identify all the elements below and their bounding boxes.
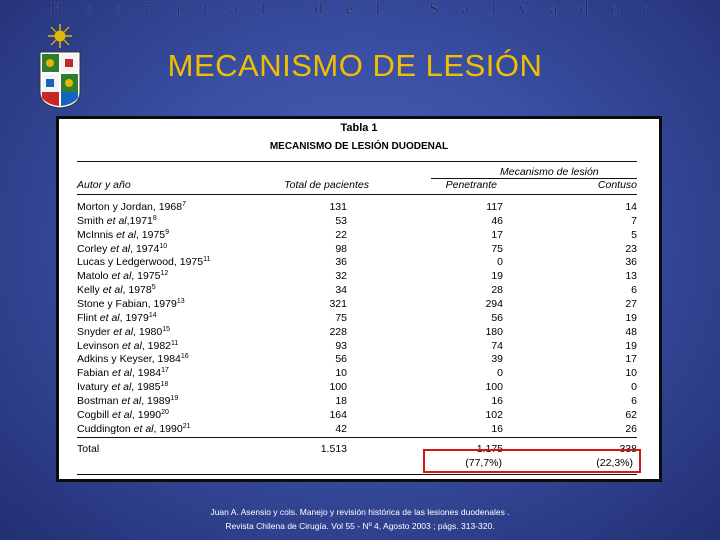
contuso-count: 10 <box>625 367 637 380</box>
total-patients: 34 <box>335 284 347 297</box>
contuso-count: 62 <box>625 408 637 421</box>
header-rule <box>77 194 637 195</box>
penetrante-count: 100 <box>485 381 503 394</box>
table-row <box>77 284 637 298</box>
author-text: , 1989 <box>141 394 171 407</box>
citation-line-1: Juan A. Asensio y cols. Manejo y revisión histórica de las lesiones duodenales . <box>210 507 510 517</box>
contuso-count: 48 <box>625 325 637 338</box>
contuso-count: 5 <box>631 228 637 241</box>
author-year <box>77 298 185 310</box>
author-text: , 1975 <box>131 270 161 283</box>
total-penetrante: 1.175 <box>476 443 503 455</box>
contuso-count: 19 <box>625 339 637 352</box>
reference-number: 9 <box>165 228 170 236</box>
author-year <box>77 256 210 268</box>
author-text: et al <box>106 214 127 227</box>
author-year <box>77 409 169 421</box>
total-patients: 10 <box>335 367 347 380</box>
author-text: Corley <box>77 242 111 255</box>
penetrante-count: 16 <box>491 394 503 407</box>
author-text: Cogbill <box>77 408 113 421</box>
table-row <box>77 340 637 354</box>
penetrante-count: 56 <box>491 311 503 324</box>
reference-number: 10 <box>159 242 168 250</box>
contuso-count: 6 <box>631 394 637 407</box>
total-patients: 98 <box>335 242 347 255</box>
col-header-total: Total de pacientes <box>284 179 369 191</box>
author-text: , 1982 <box>141 339 172 352</box>
author-text: Cuddington <box>77 422 134 435</box>
percent-contuso: (22,3%) <box>596 457 633 469</box>
table-row <box>77 201 637 215</box>
author-text: et al <box>110 242 131 255</box>
author-text: , 1990 <box>131 408 162 421</box>
penetrante-count: 16 <box>491 422 503 435</box>
author-year <box>77 395 178 407</box>
table-row <box>77 353 637 367</box>
table-row <box>77 229 637 243</box>
group-header-mechanism: Mecanismo de lesión <box>500 166 599 178</box>
reference-number: 8 <box>152 214 157 222</box>
author-text: Ivatury <box>77 381 112 394</box>
author-text: McInnis <box>77 228 117 241</box>
percent-penetrante: (77,7%) <box>465 457 502 469</box>
author-text: , 1980 <box>133 325 163 338</box>
author-text: Kelly <box>77 284 103 297</box>
penetrante-count: 75 <box>491 242 503 255</box>
author-year <box>77 215 157 227</box>
author-text: , 1985 <box>131 381 161 394</box>
slide-title: MECANISMO DE LESIÓN <box>167 48 543 83</box>
penetrante-count: 19 <box>491 270 503 283</box>
table-row <box>77 256 637 270</box>
penetrante-count: 28 <box>491 284 503 297</box>
author-text: , 1979 <box>119 311 149 324</box>
author-year <box>77 201 186 213</box>
author-text: et al <box>102 284 123 297</box>
reference-number: 11 <box>203 256 211 264</box>
total-patients: 321 <box>329 297 347 310</box>
author-year <box>77 367 169 379</box>
bottom-rule <box>77 474 637 475</box>
top-rule <box>77 161 637 162</box>
hospital-header: Hospital del Salvador <box>50 0 670 18</box>
contuso-count: 14 <box>625 201 637 213</box>
table-row <box>77 395 637 409</box>
contuso-count: 27 <box>625 297 637 310</box>
sun-emblem <box>48 24 72 48</box>
col-header-contuso: Contuso <box>597 179 637 191</box>
contuso-count: 13 <box>625 270 637 283</box>
author-text: , 1978 <box>122 284 152 297</box>
contuso-count: 7 <box>631 214 637 227</box>
total-patients: 18 <box>335 394 347 407</box>
contuso-count: 0 <box>631 381 637 394</box>
table-caption: MECANISMO DE LESIÓN DUODENAL <box>269 141 449 152</box>
author-text: Stone y Fabian, 1979 <box>77 297 177 310</box>
total-patients: 100 <box>329 381 347 394</box>
penetrante-count: 180 <box>485 325 503 338</box>
citation-line-2: Revista Chilena de Cirugía. Vol 55 - Nº 4, Agosto 2003 ; págs. 313-320. <box>225 521 495 531</box>
contuso-count: 36 <box>625 256 637 269</box>
total-patients: 32 <box>335 270 347 283</box>
author-text: et al <box>121 394 142 407</box>
total-patients: 53 <box>335 214 347 227</box>
author-text: Bostman <box>77 394 122 407</box>
table-row <box>77 423 637 437</box>
contuso-count: 17 <box>625 353 637 366</box>
author-year <box>77 326 170 338</box>
total-patients: 93 <box>335 339 347 352</box>
author-text: Adkins y Keyser, 1984 <box>77 353 181 366</box>
reference-number: 16 <box>180 353 189 361</box>
total-label: Total <box>77 443 100 455</box>
table-row <box>77 215 637 229</box>
author-year <box>77 270 168 282</box>
reference-number: 12 <box>160 270 169 278</box>
contuso-count: 6 <box>631 284 637 297</box>
total-patients: 131 <box>329 201 347 213</box>
author-text: Flint <box>77 311 100 324</box>
author-text: et al <box>111 381 132 394</box>
reference-number: 18 <box>160 381 169 389</box>
reference-number: 19 <box>170 394 179 402</box>
author-text: Fabian <box>77 367 113 380</box>
author-text: et al <box>133 422 154 435</box>
total-patients: 164 <box>329 408 347 421</box>
reference-number: 20 <box>161 408 169 416</box>
author-text: et al <box>112 367 132 380</box>
author-text: et al <box>99 311 120 324</box>
author-text: , 1975 <box>135 228 166 241</box>
author-year <box>77 243 167 255</box>
author-text: Lucas y Ledgerwood, 1975 <box>77 256 204 269</box>
reference-number: 11 <box>171 339 179 347</box>
author-text: Smith <box>77 214 107 227</box>
author-text: et al <box>121 339 142 352</box>
table-row <box>77 270 637 284</box>
author-text: et al <box>111 270 132 283</box>
col-header-penetrante: Penetrante <box>445 179 497 191</box>
table-figure <box>56 116 662 482</box>
university-crest-logo <box>34 22 86 110</box>
table-row <box>77 409 637 423</box>
penetrante-count: 294 <box>485 297 503 310</box>
author-year <box>77 353 189 365</box>
reference-number: 7 <box>182 201 186 208</box>
reference-number: 15 <box>162 325 171 333</box>
penetrante-count: 74 <box>491 339 503 352</box>
reference-number: 5 <box>151 284 156 292</box>
total-patients: 1.513 <box>320 443 347 455</box>
author-text: , 1990 <box>153 422 183 435</box>
table-row <box>77 326 637 340</box>
penetrante-count: 46 <box>491 214 503 227</box>
penetrante-count: 102 <box>485 408 503 421</box>
reference-number: 14 <box>148 311 157 319</box>
penetrante-count: 39 <box>491 353 503 366</box>
table-row <box>77 381 637 395</box>
highlight-box <box>423 449 641 473</box>
reference-number: 21 <box>182 422 191 430</box>
total-rule <box>77 437 637 438</box>
total-patients: 228 <box>329 325 347 338</box>
table-row <box>77 312 637 326</box>
author-text: Matolo <box>77 270 112 283</box>
table-number: Tabla 1 <box>340 122 378 134</box>
total-patients: 22 <box>335 228 347 241</box>
penetrante-count: 17 <box>491 228 503 241</box>
author-year <box>77 284 156 296</box>
total-patients: 56 <box>335 353 347 366</box>
author-text: Morton y Jordan, 1968 <box>77 201 183 213</box>
author-year <box>77 229 169 241</box>
penetrante-count: 0 <box>497 367 503 380</box>
penetrante-count: 0 <box>497 256 503 269</box>
total-contuso: 338 <box>619 443 637 455</box>
contuso-count: 26 <box>625 422 637 435</box>
author-text: , 1974 <box>130 242 160 255</box>
contuso-count: 19 <box>625 311 637 324</box>
total-patients: 36 <box>335 256 347 269</box>
col-header-author: Autor y año <box>77 179 131 191</box>
author-year <box>77 312 157 324</box>
author-year <box>77 340 178 352</box>
author-text: et al <box>112 408 132 421</box>
author-text: et al <box>113 325 134 338</box>
author-text: et al <box>116 228 136 241</box>
author-text: Levinson <box>77 339 122 352</box>
author-year <box>77 381 168 393</box>
author-text: Snyder <box>77 325 114 338</box>
table-row <box>77 298 637 312</box>
total-patients: 75 <box>335 311 347 324</box>
author-year <box>77 423 191 435</box>
author-text: , 1984 <box>131 367 162 380</box>
table-row <box>77 243 637 257</box>
reference-number: 17 <box>161 367 169 375</box>
penetrante-count: 117 <box>486 201 503 213</box>
total-patients: 42 <box>335 422 347 435</box>
contuso-count: 23 <box>625 242 637 255</box>
table-row <box>77 367 637 381</box>
author-text: ,1971 <box>126 214 153 227</box>
reference-number: 13 <box>176 297 185 305</box>
